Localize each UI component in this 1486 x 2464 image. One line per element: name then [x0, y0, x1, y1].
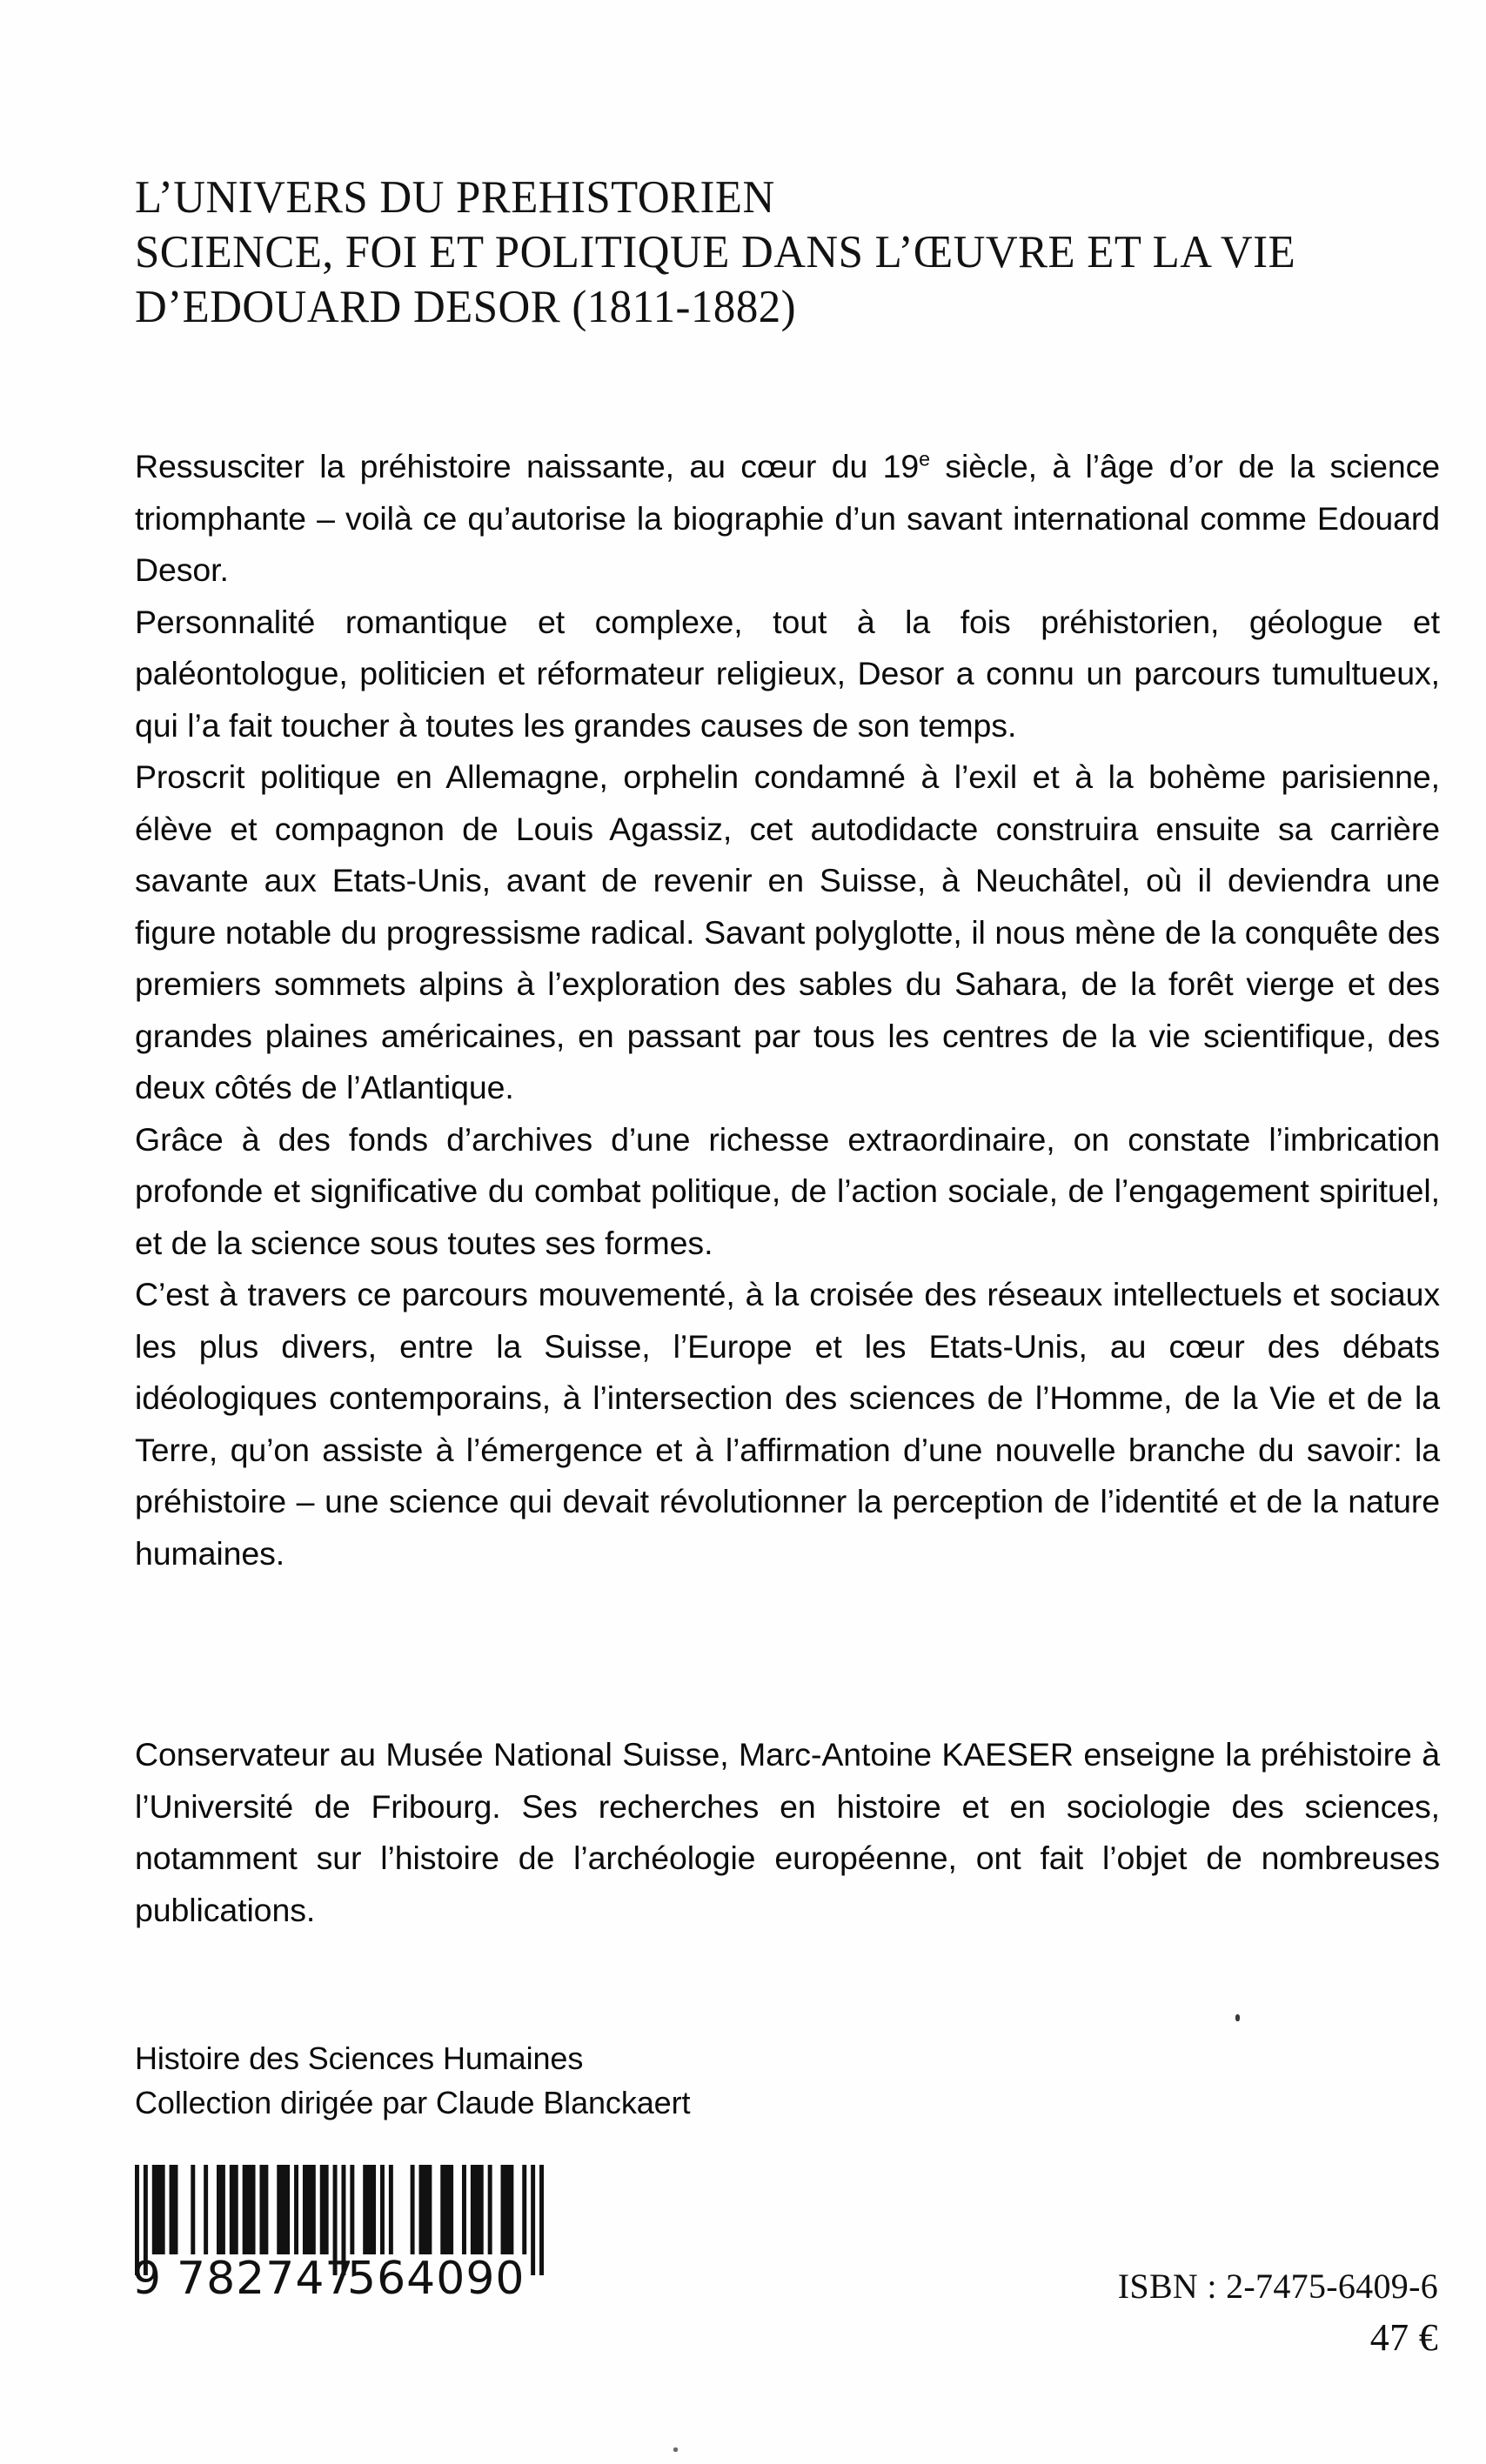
title-line-2: SCIENCE, FOI ET POLITIQUE DANS L’ŒUVRE ET LA VIE [135, 227, 1296, 277]
price: 47 € [1369, 2316, 1438, 2359]
author-bio [135, 1729, 1440, 1936]
blurb-paragraph-4: Grâce à des fonds d’archives d’une richesse extraordinaire, on constate l’imbrication profonde et significative du combat politique, de l’action sociale, de l’engagement spirituel, et de la science sous toutes ses formes. [135, 1120, 1440, 1261]
ordinal-suffix: e [919, 447, 930, 471]
series-editor: Collection dirigée par Claude Blanckaert [135, 2085, 691, 2120]
author-bio-text: Conservateur au Musée National Suisse, Marc-Antoine KAESER enseigne la préhistoire à l’Université de Fribourg. Ses recherches en histoire et en sociologie des sciences, notamment sur l’histoire de l’archéologie européenne, ont fait l’objet de nombreuses publications. [135, 1736, 1440, 1928]
scan-speck [673, 2447, 678, 2452]
blurb-p1-after-ordinal: siècle, à l’âge d’or de la science triomphante – voilà ce qu’autorise la biographie d’un savant international comme Edouard Desor. [135, 448, 1440, 588]
isbn-number: ISBN : 2-7475-6409-6 [1117, 2267, 1438, 2306]
blurb-paragraph-5: C’est à travers ce parcours mouvementé, à la croisée des réseaux intellectuels et sociaux les plus divers, entre la Suisse, l’Europe et les Etats-Unis, au cœur des débats idéologiques contemporains, à l’intersection des sciences de l’Homme, de la Vie et de la Terre, qu’on assiste à l’émergence et à l’affirmation d’une nouvelle branche du savoir: la préhistoire – une science qui devait révolutionner la perception de l’identité et de la nature humaines. [135, 1276, 1440, 1572]
blurb-p1-before-ordinal: Ressusciter la préhistoire naissante, au cœur du 19 [135, 448, 920, 484]
isbn-price-block [1118, 2262, 1438, 2365]
series-name: Histoire des Sciences Humaines [135, 2040, 584, 2076]
blurb-paragraph-3: Proscrit politique en Allemagne, orphelin condamné à l’exil et à la bohème parisienne, élève et compagnon de Louis Agassiz, cet autodidacte construira ensuite sa carrière savante aux Etats-Unis, avant de revenir en Suisse, à Neuchâtel, où il deviendra une figure notable du progressisme radical. Savant polyglotte, il nous mène de la conquête des premiers sommets alpins à l’exploration des sables du Sahara, de la forêt vierge et des grandes plaines américaines, en passant par tous les centres de la vie scientifique, des deux côtés de l’Atlantique. [135, 758, 1440, 1105]
barcode-lead-digit: 9 [132, 2253, 163, 2305]
blurb-text [135, 441, 1440, 1579]
blurb-paragraph-2: Personnalité romantique et complexe, tout à la fois préhistorien, géologue et paléontologue, politicien et réformateur religieux, Desor a connu un parcours tumultueux, qui l’a fait toucher à toutes les grandes causes de son temps. [135, 603, 1440, 744]
barcode-digits [132, 2253, 544, 2305]
barcode-left-group: 782747 [177, 2253, 355, 2305]
scan-speck [1235, 2014, 1240, 2021]
blurb-paragraph-1 [135, 441, 1440, 597]
barcode [132, 2165, 544, 2305]
series-info [135, 2036, 1092, 2125]
barcode-right-group: 564090 [347, 2253, 525, 2305]
title-line-3: D’EDOUARD DESOR (1811-1882) [135, 282, 797, 332]
book-title [135, 170, 1440, 335]
title-line-1: L’UNIVERS DU PREHISTORIEN [135, 172, 775, 223]
